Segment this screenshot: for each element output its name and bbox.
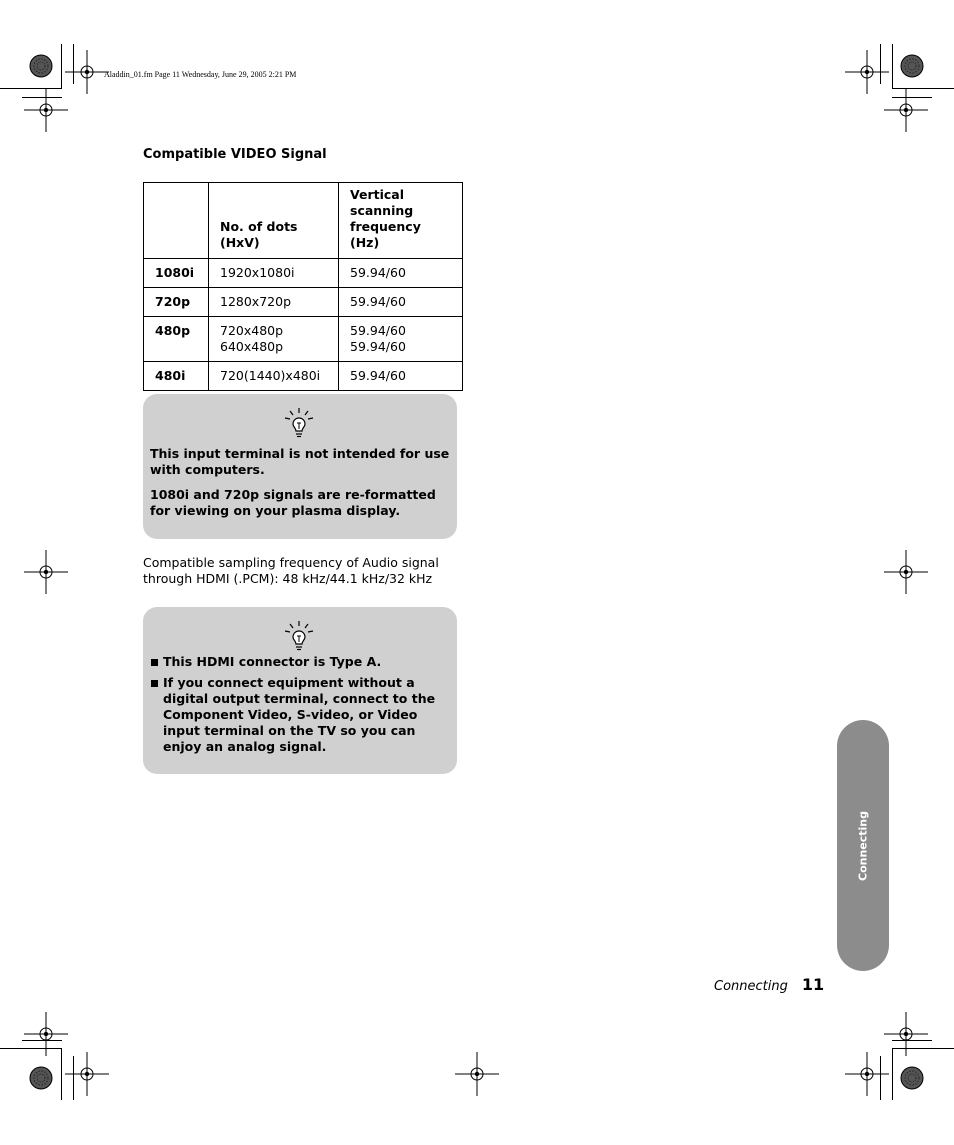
dots-value: 1280x720p	[220, 294, 292, 309]
dots-cell	[209, 259, 339, 288]
table-row	[144, 288, 463, 317]
freq-cell	[339, 317, 463, 362]
sunburst-mark	[30, 1067, 52, 1089]
dots-value: 720(1440)x480i	[220, 368, 321, 383]
freq-cell	[339, 288, 463, 317]
table-header-cell: Vertical scanning frequency (Hz)	[339, 183, 463, 259]
lightbulb-icon	[282, 406, 316, 440]
format-cell: 720p	[144, 288, 209, 317]
footer-section-name: Connecting	[714, 979, 788, 994]
table-header-cell	[144, 183, 209, 259]
note-text: 1080i and 720p signals are re-formatted for viewing on your plasma display.	[150, 487, 436, 518]
crosshair-mark	[65, 1052, 109, 1096]
crosshair-mark	[845, 50, 889, 94]
dots-value: 1920x1080i	[220, 265, 295, 280]
table-header-cell: No. of dots (HxV)	[209, 183, 339, 259]
dots-cell	[209, 362, 339, 391]
format-cell: 1080i	[144, 259, 209, 288]
crosshair-mark	[455, 1052, 499, 1096]
crosshair-mark	[884, 88, 928, 132]
dots-cell	[209, 317, 339, 362]
freq-value: 59.94/60	[350, 368, 406, 383]
dots-value: 720x480p	[220, 323, 284, 338]
freq-cell	[339, 362, 463, 391]
dots-cell	[209, 288, 339, 317]
file-header: Aladdin_01.fm Page 11 Wednesday, June 29, 2005 2:21 PM	[104, 70, 297, 79]
crosshair-mark	[24, 550, 68, 594]
dots-value: 640x480p	[220, 339, 284, 354]
note-box-2	[143, 607, 457, 774]
table-row	[144, 259, 463, 288]
sunburst-mark	[901, 55, 923, 77]
table-header-row	[144, 183, 463, 259]
side-tab-label: Connecting	[856, 810, 870, 881]
table-row	[144, 362, 463, 391]
video-signal-table	[143, 182, 463, 391]
note-box-1	[143, 394, 457, 539]
freq-value: 59.94/60	[350, 265, 406, 280]
section-title: Compatible VIDEO Signal	[143, 147, 327, 162]
format-cell: 480p	[144, 317, 209, 362]
freq-cell	[339, 259, 463, 288]
format-cell: 480i	[144, 362, 209, 391]
list-item: This HDMI connector is Type A.	[150, 654, 450, 670]
section-side-tab	[837, 720, 889, 971]
page-number: 11	[801, 975, 825, 994]
page-footer	[714, 975, 824, 994]
table-row	[144, 317, 463, 362]
lightbulb-icon	[282, 619, 316, 653]
note-bullet-list	[150, 654, 450, 755]
crosshair-mark	[884, 550, 928, 594]
freq-value: 59.94/60	[350, 323, 406, 338]
sunburst-mark	[30, 55, 52, 77]
crosshair-mark	[845, 1052, 889, 1096]
freq-value: 59.94/60	[350, 339, 406, 354]
sunburst-mark	[901, 1067, 923, 1089]
crosshair-mark	[24, 88, 68, 132]
audio-frequency-text: Compatible sampling frequency of Audio signal through HDMI (.PCM): 48 kHz/44.1 kHz/32 kHz	[143, 555, 439, 586]
crosshair-mark	[24, 1012, 68, 1056]
freq-value: 59.94/60	[350, 294, 406, 309]
crosshair-mark	[884, 1012, 928, 1056]
crosshair-mark	[65, 50, 109, 94]
note-text: This input terminal is not intended for use with computers.	[150, 446, 450, 477]
list-item: If you connect equipment without a digital output terminal, connect to the Component Video, S-video, or Video input terminal on the TV so you can enjoy an analog signal.	[150, 675, 450, 755]
